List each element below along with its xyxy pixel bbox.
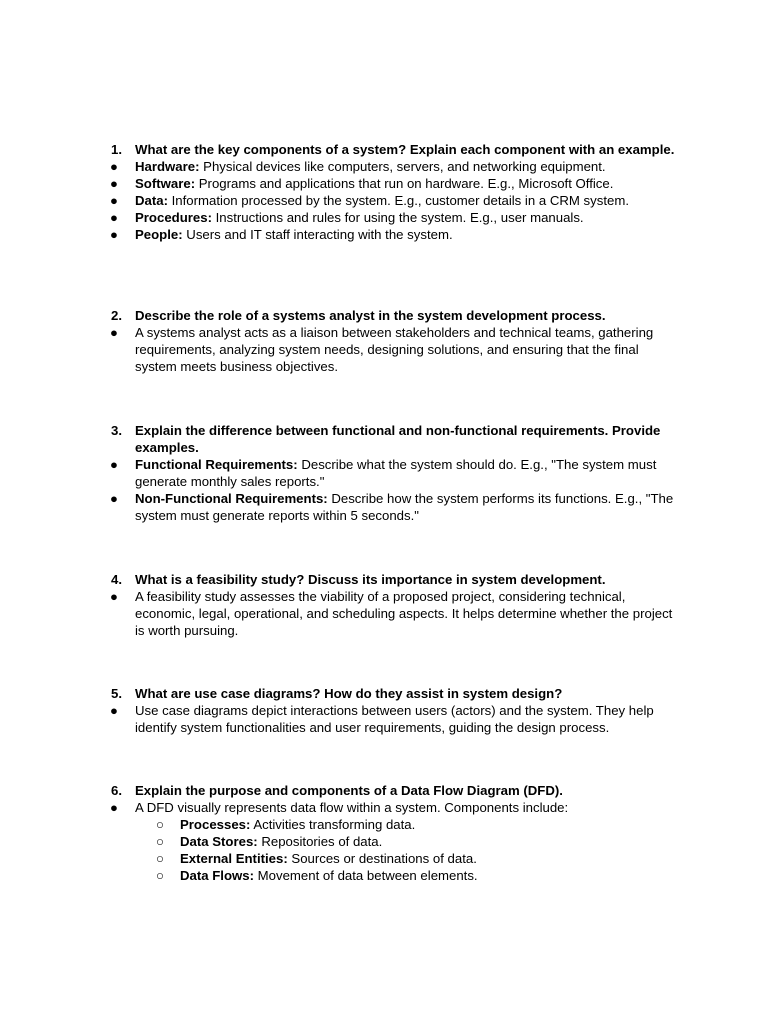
question-number: 4. bbox=[111, 572, 122, 587]
item-term: Non-Functional Requirements: bbox=[135, 491, 328, 506]
hollow-bullet-icon: ○ bbox=[156, 868, 164, 883]
item-term: External Entities: bbox=[180, 851, 288, 866]
list-item bbox=[0, 799, 768, 816]
list-item bbox=[0, 209, 768, 226]
item-term: Processes: bbox=[180, 817, 251, 832]
item-text: Activities transforming data. bbox=[250, 817, 416, 832]
bullet-icon: ● bbox=[110, 227, 118, 242]
sub-list-item bbox=[0, 833, 768, 850]
item-text: Movement of data between elements. bbox=[254, 868, 478, 883]
item-text: A systems analyst acts as a liaison between stakeholders and technical teams, gathering requirements, analyzing system needs, designing solutions, and ensuring that the final system meets business objectives. bbox=[135, 325, 654, 374]
list-item bbox=[0, 702, 768, 736]
item-term: Software: bbox=[135, 176, 196, 191]
question-3 bbox=[0, 422, 768, 524]
bullet-icon: ● bbox=[110, 457, 118, 472]
item-text: Programs and applications that run on hardware. E.g., Microsoft Office. bbox=[195, 176, 614, 191]
item-text: A DFD visually represents data flow within a system. Components include: bbox=[135, 800, 569, 815]
item-term: Functional Requirements: bbox=[135, 457, 298, 472]
bullet-icon: ● bbox=[110, 176, 118, 191]
question-heading bbox=[0, 422, 768, 456]
list-item bbox=[0, 324, 768, 375]
question-title: Describe the role of a systems analyst in the system development process. bbox=[135, 308, 606, 323]
sub-list-item bbox=[0, 816, 768, 833]
item-text: Physical devices like computers, servers, and networking equipment. bbox=[199, 159, 606, 174]
item-text: Instructions and rules for using the system. E.g., user manuals. bbox=[211, 210, 584, 225]
item-text: Sources or destinations of data. bbox=[287, 851, 477, 866]
item-text: Information processed by the system. E.g., customer details in a CRM system. bbox=[167, 193, 629, 208]
bullet-icon: ● bbox=[110, 159, 118, 174]
question-heading bbox=[0, 782, 768, 799]
question-number: 3. bbox=[111, 423, 122, 438]
question-heading bbox=[0, 307, 768, 324]
bullet-icon: ● bbox=[110, 491, 118, 506]
question-number: 5. bbox=[111, 686, 122, 701]
item-term: Hardware: bbox=[135, 159, 200, 174]
item-term: Data Stores: bbox=[180, 834, 258, 849]
item-text: Describe how the system performs its functions. E.g., "The system must generate reports within 5 seconds." bbox=[135, 491, 674, 523]
bullet-icon: ● bbox=[110, 325, 118, 340]
question-number: 1. bbox=[111, 142, 122, 157]
list-item bbox=[0, 456, 768, 490]
item-term: Data: bbox=[135, 193, 168, 208]
question-number: 6. bbox=[111, 783, 122, 798]
list-item bbox=[0, 192, 768, 209]
item-term: People: bbox=[135, 227, 183, 242]
list-item bbox=[0, 226, 768, 243]
question-1 bbox=[0, 141, 768, 243]
hollow-bullet-icon: ○ bbox=[156, 834, 164, 849]
list-item bbox=[0, 175, 768, 192]
list-item bbox=[0, 588, 768, 639]
hollow-bullet-icon: ○ bbox=[156, 851, 164, 866]
item-text: Repositories of data. bbox=[257, 834, 383, 849]
question-2 bbox=[0, 307, 768, 375]
question-number: 2. bbox=[111, 308, 122, 323]
question-title: Explain the difference between functional and non-functional requirements. Provide examples. bbox=[135, 423, 661, 455]
item-term: Procedures: bbox=[135, 210, 212, 225]
question-6 bbox=[0, 782, 768, 884]
question-5 bbox=[0, 685, 768, 736]
hollow-bullet-icon: ○ bbox=[156, 817, 164, 832]
question-title: What is a feasibility study? Discuss its importance in system development. bbox=[135, 572, 606, 587]
question-title: What are the key components of a system? Explain each component with an example. bbox=[135, 142, 675, 157]
question-title: What are use case diagrams? How do they assist in system design? bbox=[135, 686, 563, 701]
question-heading bbox=[0, 141, 768, 158]
item-text: Users and IT staff interacting with the system. bbox=[182, 227, 453, 242]
list-item bbox=[0, 158, 768, 175]
bullet-icon: ● bbox=[110, 193, 118, 208]
question-heading bbox=[0, 571, 768, 588]
bullet-icon: ● bbox=[110, 589, 118, 604]
question-heading bbox=[0, 685, 768, 702]
item-term: Data Flows: bbox=[180, 868, 255, 883]
item-text: Use case diagrams depict interactions between users (actors) and the system. They help identify system functionalities and user requirements, guiding the design process. bbox=[135, 703, 654, 735]
question-title: Explain the purpose and components of a Data Flow Diagram (DFD). bbox=[135, 783, 563, 798]
bullet-icon: ● bbox=[110, 703, 118, 718]
item-text: Describe what the system should do. E.g., "The system must generate monthly sales reports." bbox=[135, 457, 657, 489]
bullet-icon: ● bbox=[110, 210, 118, 225]
bullet-icon: ● bbox=[110, 800, 118, 815]
list-item bbox=[0, 490, 768, 524]
question-4 bbox=[0, 571, 768, 639]
item-text: A feasibility study assesses the viability of a proposed project, considering technical, economic, legal, operational, and scheduling aspects. It helps determine whether the project is worth pursuing. bbox=[135, 589, 673, 638]
sub-list-item bbox=[0, 850, 768, 867]
sub-list-item bbox=[0, 867, 768, 884]
